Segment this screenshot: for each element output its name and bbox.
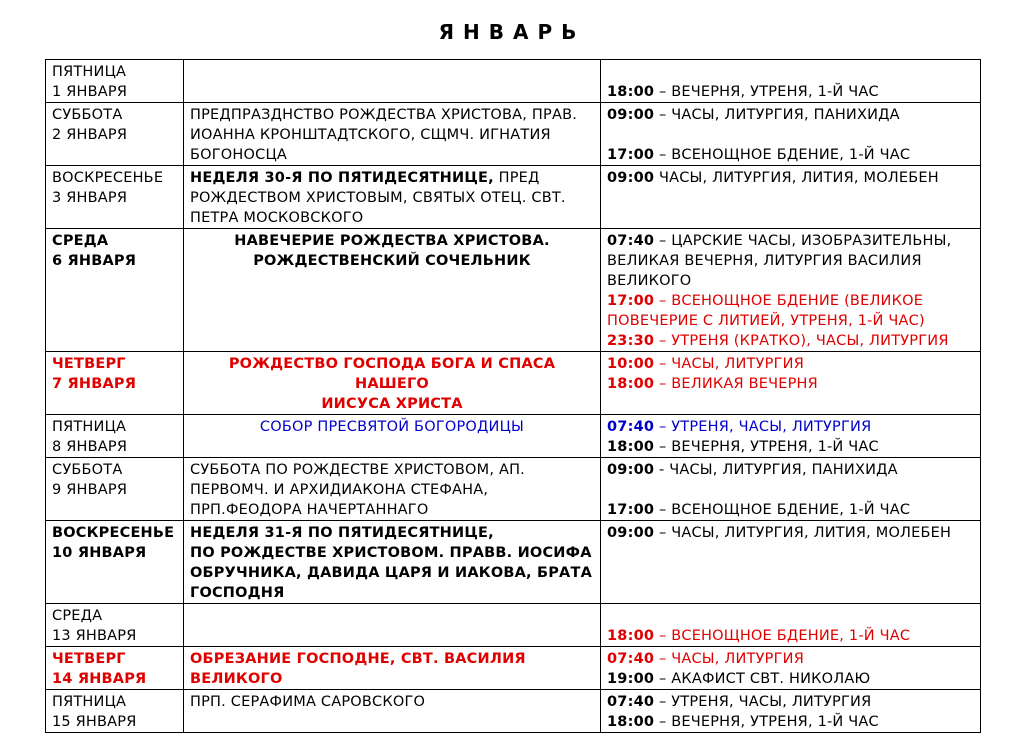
date: 1 ЯНВАРЯ	[52, 84, 128, 100]
feast-line: ГОСПОДНЯ	[190, 585, 285, 601]
services-cell	[601, 352, 981, 415]
day-cell	[46, 521, 184, 604]
service-entry	[607, 649, 974, 669]
day-cell	[46, 415, 184, 458]
day-cell	[46, 229, 184, 352]
table-row	[46, 415, 981, 458]
day-cell	[46, 60, 184, 103]
services-cell	[601, 521, 981, 604]
feast-cell	[184, 521, 601, 604]
service-text: – ВЕЧЕРНЯ, УТРЕНЯ, 1-Й ЧАС	[654, 84, 879, 100]
service-text: – ВЕЧЕРНЯ, УТРЕНЯ, 1-Й ЧАС	[654, 714, 879, 730]
table-row	[46, 103, 981, 166]
service-time: 18:00	[607, 376, 655, 392]
service-time: 07:40	[607, 233, 655, 249]
feast-cell	[184, 103, 601, 166]
service-entry	[607, 523, 974, 543]
service-entry	[607, 105, 974, 125]
feast-cell	[184, 60, 601, 103]
service-entry	[607, 354, 974, 374]
service-text: – ВСЕНОЩНОЕ БДЕНИЕ, 1-Й ЧАС	[654, 147, 911, 163]
feast-line: ИИСУСА ХРИСТА	[321, 396, 463, 412]
services-cell	[601, 690, 981, 733]
weekday: ЧЕТВЕРГ	[52, 651, 126, 667]
table-row	[46, 521, 981, 604]
service-text: – ВЕЛИКАЯ ВЕЧЕРНЯ	[654, 376, 818, 392]
service-text: – ЧАСЫ, ЛИТУРГИЯ	[654, 356, 804, 372]
service-text: – УТРЕНЯ, ЧАСЫ, ЛИТУРГИЯ	[654, 694, 872, 710]
table-row	[46, 690, 981, 733]
service-time: 17:00	[607, 293, 655, 309]
page-title: ЯНВАРЬ	[438, 20, 586, 44]
table-row	[46, 352, 981, 415]
weekday: СУББОТА	[52, 462, 123, 478]
services-cell	[601, 647, 981, 690]
date: 9 ЯНВАРЯ	[52, 482, 128, 498]
feast-cell	[184, 458, 601, 521]
day-cell	[46, 166, 184, 229]
service-time: 18:00	[607, 714, 655, 730]
day-cell	[46, 604, 184, 647]
feast-line: ОБРЕЗАНИЕ ГОСПОДНЕ, СВТ. ВАСИЛИЯ	[190, 651, 526, 667]
weekday: ПЯТНИЦА	[52, 419, 127, 435]
weekday: СРЕДА	[52, 608, 103, 624]
service-entry	[607, 168, 974, 188]
weekday: ПЯТНИЦА	[52, 694, 127, 710]
service-entry	[607, 712, 974, 732]
service-entry	[607, 626, 974, 646]
service-text: - ЧАСЫ, ЛИТУРГИЯ, ПАНИХИДА	[654, 462, 898, 478]
service-time: 09:00	[607, 525, 655, 541]
weekday: ВОСКРЕСЕНЬЕ	[52, 170, 164, 186]
service-time: 19:00	[607, 671, 655, 687]
feast-cell	[184, 604, 601, 647]
feast-line: ОБРУЧНИКА, ДАВИДА ЦАРЯ И ИАКОВА, БРАТА	[190, 565, 592, 581]
date: 2 ЯНВАРЯ	[52, 127, 128, 143]
day-cell	[46, 103, 184, 166]
weekday: ПЯТНИЦА	[52, 64, 127, 80]
schedule-table	[45, 59, 981, 733]
feast-cell	[184, 647, 601, 690]
service-text: – ВЕЧЕРНЯ, УТРЕНЯ, 1-Й ЧАС	[654, 439, 879, 455]
feast-line: ПЕРВОМЧ. И АРХИДИАКОНА СТЕФАНА,	[190, 482, 489, 498]
services-cell	[601, 604, 981, 647]
services-cell	[601, 166, 981, 229]
service-time: 10:00	[607, 356, 655, 372]
service-text: – УТРЕНЯ (КРАТКО), ЧАСЫ, ЛИТУРГИЯ	[654, 333, 949, 349]
feast-line: ПРЕДПРАЗДНСТВО РОЖДЕСТВА ХРИСТОВА, ПРАВ.	[190, 107, 578, 123]
day-cell	[46, 458, 184, 521]
services-cell	[601, 60, 981, 103]
service-text: – АКАФИСТ СВТ. НИКОЛАЮ	[654, 671, 871, 687]
feast-cell	[184, 166, 601, 229]
service-entry	[607, 331, 974, 351]
date: 8 ЯНВАРЯ	[52, 439, 128, 455]
feast-line: СУББОТА ПО РОЖДЕСТВЕ ХРИСТОВОМ, АП.	[190, 462, 525, 478]
service-entry	[607, 692, 974, 712]
service-entry	[607, 460, 974, 480]
feast-line: РОЖДЕСТВО ГОСПОДА БОГА И СПАСА НАШЕГО	[228, 356, 556, 392]
feast-cell	[184, 415, 601, 458]
feast-cell	[184, 352, 601, 415]
service-entry	[607, 417, 974, 437]
feast-line: ПО РОЖДЕСТВЕ ХРИСТОВОМ. ПРАВВ. ИОСИФА	[190, 545, 592, 561]
service-entry	[607, 669, 974, 689]
feast-cell	[184, 690, 601, 733]
table-row	[46, 647, 981, 690]
service-time: 18:00	[607, 628, 655, 644]
service-entry	[607, 374, 974, 394]
day-cell	[46, 647, 184, 690]
service-time: 09:00	[607, 107, 655, 123]
date: 14 ЯНВАРЯ	[52, 671, 147, 687]
table-row	[46, 458, 981, 521]
service-entry	[607, 437, 974, 457]
service-entry	[607, 145, 974, 165]
services-cell	[601, 229, 981, 352]
date: 3 ЯНВАРЯ	[52, 190, 128, 206]
feast-cell	[184, 229, 601, 352]
service-time: 09:00	[607, 462, 655, 478]
weekday: ВОСКРЕСЕНЬЕ	[52, 525, 175, 541]
service-text: – ЦАРСКИЕ ЧАСЫ, ИЗОБРАЗИТЕЛЬНЫ, ВЕЛИКАЯ ВЕЧЕРНЯ, ЛИТУРГИЯ ВАСИЛИЯ ВЕЛИКОГО	[607, 233, 952, 289]
table-row	[46, 60, 981, 103]
weekday: СРЕДА	[52, 233, 109, 249]
services-cell	[601, 415, 981, 458]
weekday: СУББОТА	[52, 107, 123, 123]
feast-line: ВЕЛИКОГО	[190, 671, 283, 687]
service-text: ЧАСЫ, ЛИТУРГИЯ, ЛИТИЯ, МОЛЕБЕН	[654, 170, 939, 186]
service-text: – ЧАСЫ, ЛИТУРГИЯ, ЛИТИЯ, МОЛЕБЕН	[654, 525, 952, 541]
service-entry	[607, 82, 974, 102]
date: 15 ЯНВАРЯ	[52, 714, 137, 730]
services-cell	[601, 103, 981, 166]
table-row	[46, 229, 981, 352]
date: 13 ЯНВАРЯ	[52, 628, 137, 644]
feast-bold: НЕДЕЛЯ 30-Я ПО ПЯТИДЕСЯТНИЦЕ,	[190, 170, 494, 186]
feast-line: СОБОР ПРЕСВЯТОЙ БОГОРОДИЦЫ	[259, 419, 525, 435]
service-time: 17:00	[607, 147, 655, 163]
feast-line: БОГОНОСЦА	[190, 147, 288, 163]
service-entry	[607, 500, 974, 520]
service-entry	[607, 291, 974, 331]
feast-line: ПРП. СЕРАФИМА САРОВСКОГО	[190, 694, 426, 710]
service-time: 07:40	[607, 419, 655, 435]
feast-line: РОЖДЕСТВОМ ХРИСТОВЫМ, СВЯТЫХ ОТЕЦ. СВТ.	[190, 190, 566, 206]
feast-line: ПРП.ФЕОДОРА НАЧЕРТАННАГО	[190, 502, 429, 518]
service-time: 18:00	[607, 439, 655, 455]
date: 7 ЯНВАРЯ	[52, 376, 137, 392]
service-time: 07:40	[607, 694, 655, 710]
table-row	[46, 166, 981, 229]
weekday: ЧЕТВЕРГ	[52, 356, 126, 372]
service-time: 17:00	[607, 502, 655, 518]
feast-line: ПЕТРА МОСКОВСКОГО	[190, 210, 364, 226]
feast-line: РОЖДЕСТВЕНСКИЙ СОЧЕЛЬНИК	[253, 253, 531, 269]
service-time: 23:30	[607, 333, 655, 349]
service-text: – ВСЕНОЩНОЕ БДЕНИЕ, 1-Й ЧАС	[654, 628, 911, 644]
service-text: – ЧАСЫ, ЛИТУРГИЯ	[654, 651, 804, 667]
service-text: – ВСЕНОЩНОЕ БДЕНИЕ (ВЕЛИКОЕ ПОВЕЧЕРИЕ С ЛИТИЕЙ, УТРЕНЯ, 1-Й ЧАС)	[607, 293, 925, 329]
service-entry	[607, 231, 974, 291]
service-time: 18:00	[607, 84, 655, 100]
day-cell	[46, 352, 184, 415]
table-row	[46, 604, 981, 647]
service-text: – ВСЕНОЩНОЕ БДЕНИЕ, 1-Й ЧАС	[654, 502, 911, 518]
feast-line: НЕДЕЛЯ 30-Я ПО ПЯТИДЕСЯТНИЦЕ, ПРЕД	[190, 170, 540, 186]
feast-line: НАВЕЧЕРИЕ РОЖДЕСТВА ХРИСТОВА.	[234, 233, 550, 249]
date: 6 ЯНВАРЯ	[52, 253, 137, 269]
service-text: – УТРЕНЯ, ЧАСЫ, ЛИТУРГИЯ	[654, 419, 872, 435]
service-time: 07:40	[607, 651, 655, 667]
feast-line: НЕДЕЛЯ 31-Я ПО ПЯТИДЕСЯТНИЦЕ,	[190, 525, 494, 541]
date: 10 ЯНВАРЯ	[52, 545, 147, 561]
services-cell	[601, 458, 981, 521]
feast-line: ИОАННА КРОНШТАДТСКОГО, СЩМЧ. ИГНАТИЯ	[190, 127, 551, 143]
day-cell	[46, 690, 184, 733]
service-time: 09:00	[607, 170, 655, 186]
service-text: – ЧАСЫ, ЛИТУРГИЯ, ПАНИХИДА	[654, 107, 900, 123]
